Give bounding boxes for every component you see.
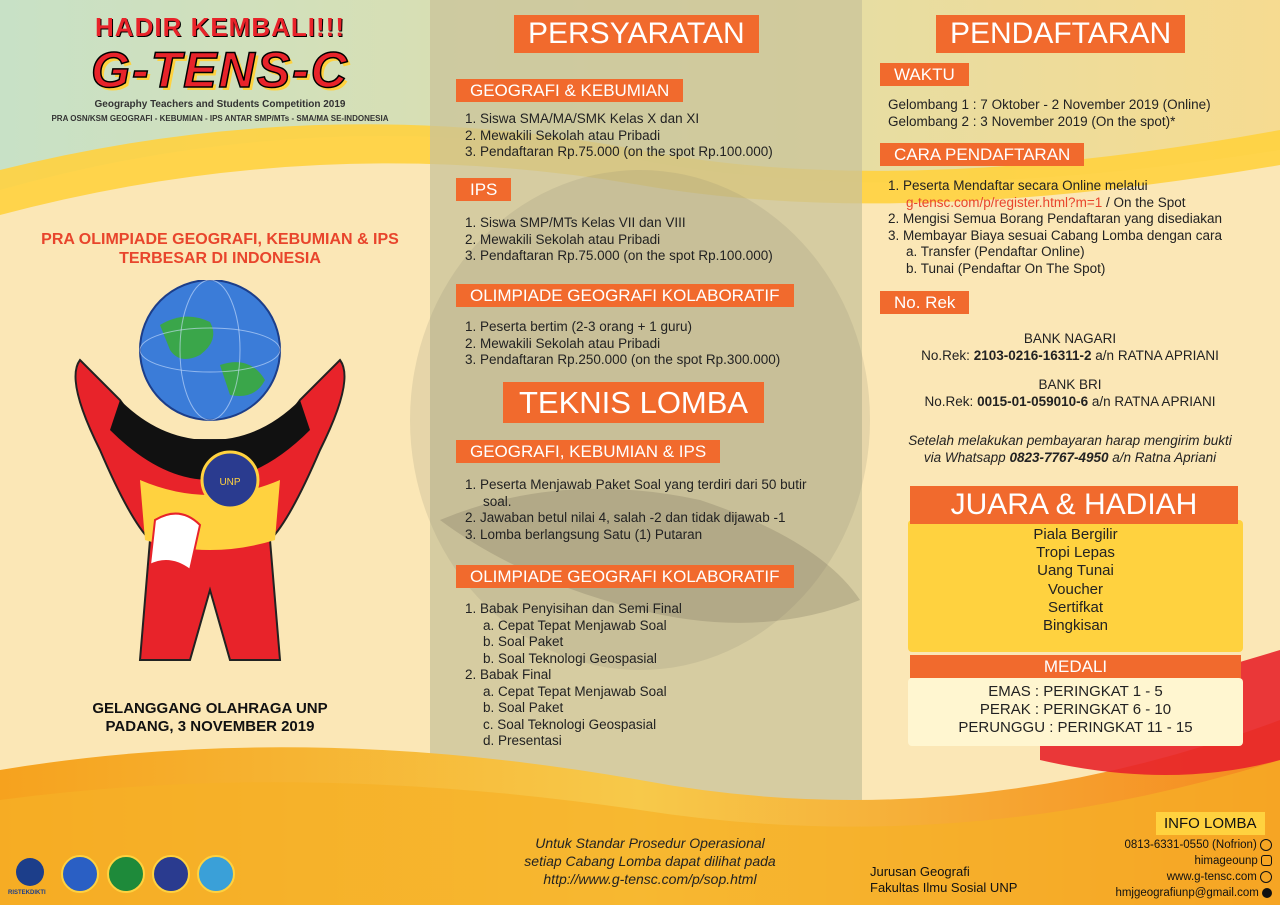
list-item: 2. Mewakili Sekolah atau Pribadi xyxy=(465,335,661,351)
faculty-name: Fakultas Ilmu Sosial UNP xyxy=(870,880,1018,895)
teknis-lomba-title: TEKNIS LOMBA xyxy=(503,382,764,423)
emblem-label: UNP xyxy=(219,477,241,488)
contact-phone[interactable]: 0813-6331-0550 (Nofrion) xyxy=(1124,839,1257,851)
list-item: soal. xyxy=(483,493,512,509)
list-item: 1. Siswa SMP/MTs Kelas VII dan VIII xyxy=(465,215,686,230)
persyaratan-title: PERSYARATAN xyxy=(514,15,759,53)
contact-email[interactable]: hmjgeografiunp@gmail.com xyxy=(1115,887,1259,899)
medal-item: PERAK : PERINGKAT 6 - 10 xyxy=(979,701,1172,718)
confirm-prefix: via Whatsapp xyxy=(923,450,1010,465)
venue-date: PADANG, 3 NOVEMBER 2019 xyxy=(105,718,315,735)
bank-bri-owner: a/n RATNA APRIANI xyxy=(1088,394,1216,409)
list-item: 2. Mewakili Sekolah atau Pribadi xyxy=(465,127,661,143)
list-item: 3. Pendaftaran Rp.250.000 (on the spot Rp.300.000) xyxy=(465,352,781,367)
tagline: HADIR KEMBALI!!! xyxy=(95,12,345,42)
geo-kebumian-label: GEOGRAFI & KEBUMIAN xyxy=(456,79,683,102)
olimpiade-requirements xyxy=(465,319,780,369)
sop-line-2: setiap Cabang Lomba dapat dilihat pada xyxy=(524,853,776,869)
competition-scope: PRA OSN/KSM GEOGRAFI - KEBUMIAN - IPS ANTAR SMP/MTs - SMA/MA SE-INDONESIA xyxy=(51,114,389,123)
whatsapp-icon xyxy=(1260,839,1272,851)
sop-link[interactable]: http://www.g-tensc.com/p/sop.html xyxy=(543,871,757,887)
no-rek-label: No. Rek xyxy=(880,291,969,314)
bank-nagari-owner: a/n RATNA APRIANI xyxy=(1091,348,1219,363)
prize-item: Piala Bergilir xyxy=(1033,526,1118,543)
prize-item: Sertifkat xyxy=(1047,598,1104,616)
kemenag-logo-icon xyxy=(108,856,144,892)
teknis-olim-label: OLIMPIADE GEOGRAFI KOLABORATIF xyxy=(456,565,794,588)
g-tens-c-logo: G-TENS-C xyxy=(91,42,349,98)
headline-line-1: PRA OLIMPIADE GEOGRAFI, KEBUMIAN & IPS xyxy=(41,231,399,248)
list-item: 1. Peserta bertim (2-3 orang + 1 guru) xyxy=(465,319,692,334)
gelombang-1: Gelombang 1 : 7 Oktober - 2 November 2019 (Online) xyxy=(888,97,1211,112)
juara-hadiah-title: JUARA & HADIAH xyxy=(910,486,1238,524)
list-item: 2. Mengisi Semua Borang Pendaftaran yang disediakan xyxy=(888,211,1222,226)
bank-nagari-name: BANK NAGARI xyxy=(1023,331,1117,346)
register-link[interactable]: g-tensc.com/p/register.html?m=1 xyxy=(906,194,1103,210)
unp-logo-icon xyxy=(153,856,189,892)
prize-item: Voucher xyxy=(1047,580,1104,598)
ristekdikti-label: RISTEKDIKTI xyxy=(8,890,46,896)
teknis-geo-label: GEOGRAFI, KEBUMIAN & IPS xyxy=(456,440,720,463)
list-item: b. Soal Teknologi Geospasial xyxy=(483,650,657,666)
geo-kebumian-requirements xyxy=(465,111,773,161)
sponsor-logos xyxy=(8,852,248,900)
sop-note xyxy=(440,834,860,888)
payment-confirmation xyxy=(860,432,1280,466)
contact-website[interactable]: www.g-tensc.com xyxy=(1166,871,1257,883)
kemendikbud-logo-icon xyxy=(62,856,98,892)
cara-pendaftaran-label: CARA PENDAFTARAN xyxy=(880,143,1084,166)
gelombang-2: Gelombang 2 : 3 November 2019 (On the spot)* xyxy=(888,113,1176,129)
ips-label: IPS xyxy=(456,178,511,201)
bank-nagari-prefix: No.Rek: xyxy=(921,348,974,363)
header xyxy=(20,12,420,123)
globe-icon xyxy=(1260,871,1272,883)
list-item: 3. Pendaftaran Rp.75.000 (on the spot Rp.100.000) xyxy=(465,248,773,263)
medal-item: EMAS : PERINGKAT 1 - 5 xyxy=(988,683,1163,700)
list-item: 3. Lomba berlangsung Satu (1) Putaran xyxy=(465,526,703,542)
list-item: 2. Jawaban betul nilai 4, salah -2 dan tidak dijawab -1 xyxy=(465,510,786,525)
prize-list xyxy=(908,526,1243,635)
list-item: 3. Membayar Biaya sesuai Cabang Lomba dengan cara xyxy=(888,227,1222,243)
prize-item: Bingkisan xyxy=(1042,617,1109,635)
ristekdikti-logo-icon xyxy=(16,858,44,886)
email-icon xyxy=(1262,888,1272,898)
teknis-olim-rules xyxy=(465,601,682,750)
bank-bri-prefix: No.Rek: xyxy=(924,394,978,409)
department xyxy=(870,864,1017,896)
teknis-geo-rules xyxy=(465,477,806,543)
unp-mascot-emblem xyxy=(60,280,360,680)
olimpiade-req-label: OLIMPIADE GEOGRAFI KOLABORATIF xyxy=(456,284,794,307)
venue-name: GELANGGANG OLAHRAGA UNP xyxy=(92,700,328,717)
medali-label: MEDALI xyxy=(910,655,1241,678)
list-item: 2. Babak Final xyxy=(465,667,552,682)
info-lomba-label: INFO LOMBA xyxy=(1156,812,1265,835)
bank-bri-number: 0015-01-059010-6 xyxy=(977,394,1089,409)
medal-list xyxy=(908,683,1243,737)
list-item: a. Cepat Tepat Menjawab Soal xyxy=(483,617,667,633)
list-item: 1. Siswa SMA/MA/SMK Kelas X dan XI xyxy=(465,111,700,126)
list-item: d. Presentasi xyxy=(483,733,562,748)
list-item: b. Tunai (Pendaftar On The Spot) xyxy=(906,260,1106,276)
list-item: c. Soal Teknologi Geospasial xyxy=(483,716,657,732)
venue xyxy=(0,700,420,736)
list-item: a. Cepat Tepat Menjawab Soal xyxy=(483,683,667,699)
list-item: 1. Peserta Mendaftar secara Online melalui xyxy=(888,178,1148,193)
bank-bri-name: BANK BRI xyxy=(1038,377,1102,392)
list-item: b. Soal Paket xyxy=(483,634,564,649)
contact-instagram[interactable]: himageounp xyxy=(1194,855,1258,867)
whatsapp-number: 0823-7767-4950 xyxy=(1009,450,1109,465)
list-item: 3. Pendaftaran Rp.75.000 (on the spot Rp.100.000) xyxy=(465,144,773,159)
medal-item: PERUNGGU : PERINGKAT 11 - 15 xyxy=(958,719,1193,736)
himageo-logo-icon xyxy=(198,856,234,892)
register-link-suffix: / On the Spot xyxy=(1102,194,1186,210)
list-item: a. Transfer (Pendaftar Online) xyxy=(906,244,1085,259)
prize-item: Uang Tunai xyxy=(1037,562,1114,580)
list-item: 2. Mewakili Sekolah atau Pribadi xyxy=(465,231,661,247)
waktu-details xyxy=(888,97,1211,130)
bank-nagari-number: 2103-0216-16311-2 xyxy=(973,348,1092,363)
headline-line-2: TERBESAR DI INDONESIA xyxy=(119,250,321,267)
competition-subtitle: Geography Teachers and Students Competition 2019 xyxy=(94,99,346,110)
ips-requirements xyxy=(465,215,773,265)
bank-accounts xyxy=(860,330,1280,410)
waktu-label: WAKTU xyxy=(880,63,969,86)
confirm-suffix: a/n Ratna Apriani xyxy=(1108,450,1217,465)
sop-line-1: Untuk Standar Prosedur Operasional xyxy=(535,835,765,851)
list-item: b. Soal Paket xyxy=(483,700,564,715)
list-item: 1. Peserta Menjawab Paket Soal yang terdiri dari 50 butir xyxy=(465,477,807,492)
department-name: Jurusan Geografi xyxy=(870,864,970,879)
left-headline xyxy=(0,230,440,268)
confirm-line-1: Setelah melakukan pembayaran harap mengirim bukti xyxy=(908,433,1232,448)
contact-info xyxy=(1060,837,1272,901)
pendaftaran-title: PENDAFTARAN xyxy=(936,15,1185,53)
cara-pendaftaran-steps xyxy=(888,178,1222,277)
prize-item: Tropi Lepas xyxy=(1036,544,1115,562)
instagram-icon xyxy=(1261,855,1272,866)
list-item: 1. Babak Penyisihan dan Semi Final xyxy=(465,601,682,616)
